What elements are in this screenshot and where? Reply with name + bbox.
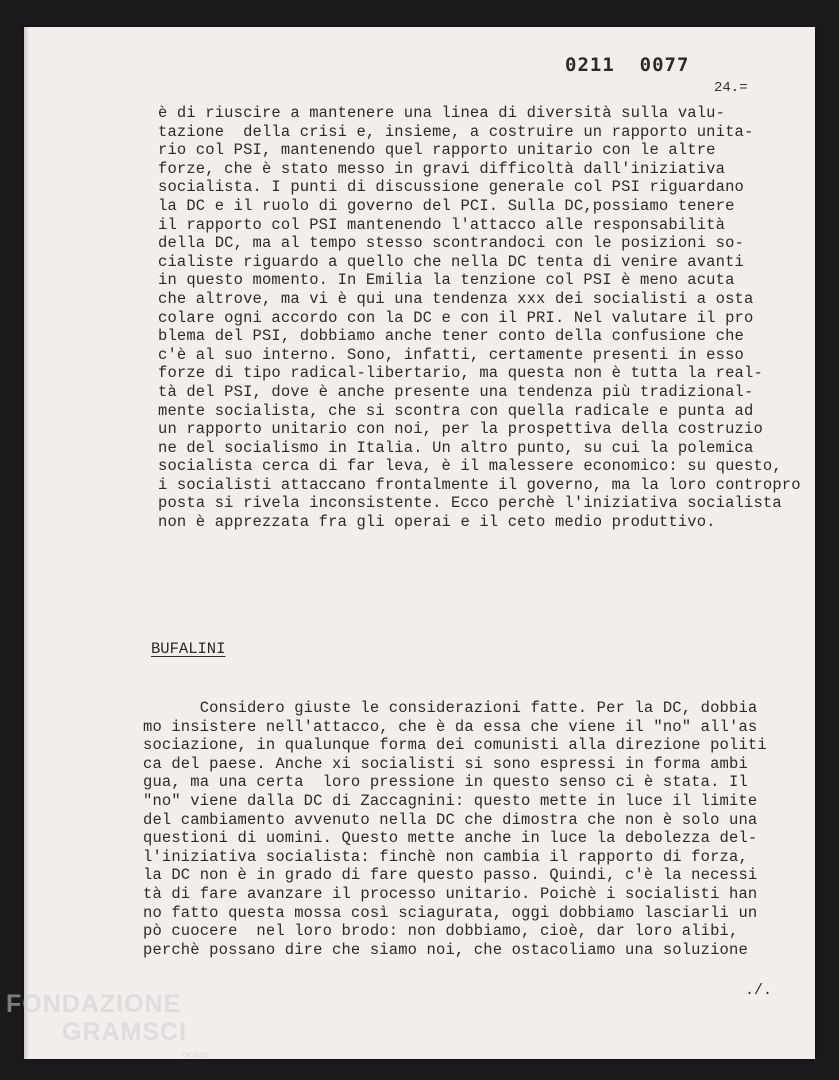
text-line: colare ogni accordo con la DC e con il PRI. Nel valutare il pro (158, 308, 754, 327)
text-line: tazione della crisi e, insieme, a costruire un rapporto unita- (158, 122, 754, 141)
page-edge (24, 27, 29, 1059)
text-line: gua, ma una certa loro pressione in questo senso ci è stata. Il (143, 773, 748, 792)
text-line: è di riuscire a mantenere una linea di diversità sulla valu- (158, 104, 726, 122)
text-line: in questo momento. In Emilia la tenzione col PSI è meno acuta (158, 271, 735, 290)
speaker-name: BUFALINI (151, 640, 226, 658)
text-line: che altrove, ma vi è qui una tendenza xxx dei socialisti a osta (158, 289, 754, 308)
paragraph-1 (158, 104, 801, 532)
text-line: Considero giuste le considerazioni fatte. Per la DC, dobbia (143, 699, 758, 717)
text-line: socialista. I punti di discussione generale col PSI riguardano (158, 178, 744, 197)
text-line: c'è al suo interno. Sono, infatti, certamente presenti in esso (158, 345, 744, 364)
text-line: l'iniziativa socialista: finchè non cambia il rapporto di forza, (143, 847, 748, 866)
text-line: perchè possano dire che siamo noi, che ostacoliamo una soluzione (143, 940, 748, 959)
text-line: mente socialista, che si scontra con quella radicale e punta ad (158, 401, 754, 420)
text-line: pò cuocere nel loro brodo: non dobbiamo, cioè, dar loro alibi, (143, 922, 739, 941)
text-line: non è apprezzata fra gli operai e il ceto medio produttivo. (158, 513, 716, 532)
text-line: socialista cerca di far leva, è il malessere economico: su questo, (158, 457, 782, 476)
text-line: cialiste riguardo a quello che nella DC tenta di venire avanti (158, 252, 744, 271)
text-line: ca del paese. Anche xi socialisti si sono espressi in forma ambi (143, 754, 748, 773)
text-line: tà di fare avanzare il processo unitario. Poichè i socialisti han (143, 884, 758, 903)
text-line: questioni di uomini. Questo mette anche in luce la debolezza del- (143, 829, 758, 848)
text-line: sociazione, in qualunque forma dei comunisti alla direzione politi (143, 736, 767, 755)
text-line: rio col PSI, mantenendo quel rapporto unitario con le altre (158, 141, 716, 160)
fondazione-gramsci-logo (6, 990, 209, 1061)
text-line: un rapporto unitario con noi, per la prospettiva della costruzio (158, 420, 763, 439)
text-line: forze di tipo radical-libertario, ma questa non è tutta la real- (158, 364, 763, 383)
text-line: mo insistere nell'attacco, che è da essa che viene il "no" all'as (143, 717, 758, 736)
document-number: 0211 0077 (565, 54, 690, 76)
text-line: "no" viene dalla DC di Zaccagnini: questo mette in luce il limite (143, 791, 758, 810)
text-line: del cambiamento avvenuto nella DC che dimostra che non è solo una (143, 810, 758, 829)
text-line: i socialisti attaccano frontalmente il governo, ma la loro contropro (158, 475, 801, 494)
text-line: forze, che è stato messo in gravi difficoltà dall'iniziativa (158, 159, 726, 178)
page-number: 24.= (714, 80, 748, 96)
logo-text-line1: FONDAZIONE (6, 990, 182, 1018)
text-line: no fatto questa mossa così sciagurata, oggi dobbiamo lasciarli un (143, 903, 758, 922)
text-line: ne del socialismo in Italia. Un altro punto, su cui la polemica (158, 438, 754, 457)
logo-subtext: onlus (182, 1049, 209, 1061)
continuation-mark: ./. (745, 982, 773, 999)
logo-text-line2: GRAMSCI (62, 1018, 188, 1046)
text-line: il rapporto col PSI mantenendo l'attacco alle responsabilità (158, 215, 726, 234)
paragraph-2 (143, 699, 767, 959)
text-line: la DC e il ruolo di governo del PCI. Sulla DC,possiamo tenere (158, 196, 735, 215)
text-line: posta si rivela inconsistente. Ecco perchè l'iniziativa socialista (158, 494, 782, 513)
text-line: della DC, ma al tempo stesso scontrandoci con le posizioni so- (158, 234, 744, 253)
text-line: blema del PSI, dobbiamo anche tener conto della confusione che (158, 327, 744, 346)
text-line: la DC non è in grado di fare questo passo. Quindi, c'è la necessi (143, 866, 758, 885)
text-line: tà del PSI, dove è anche presente una tendenza più tradizional- (158, 382, 754, 401)
